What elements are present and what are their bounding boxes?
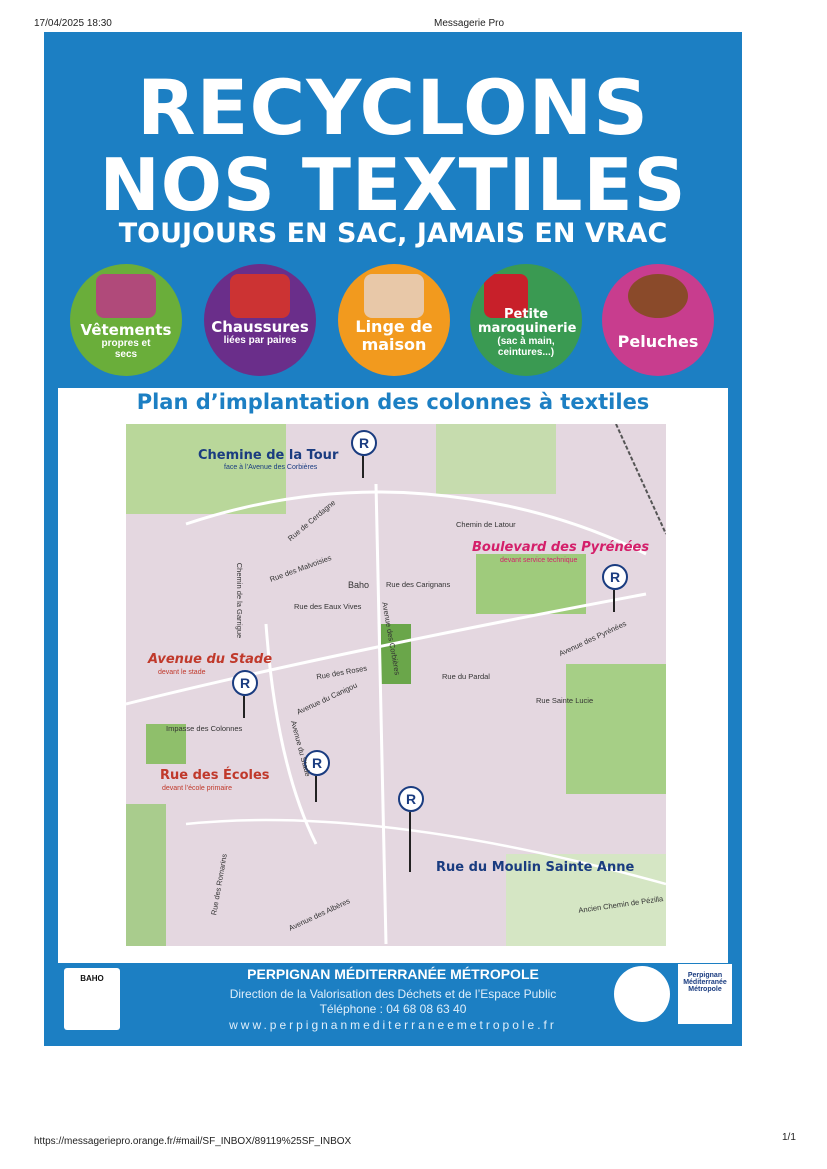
street-name: Rue du Pardal [442,672,490,681]
category-plush-toys [602,264,714,376]
category-sub: (sac à main, ceintures...) [497,336,555,358]
street-name: Baho [348,580,370,590]
category-clothes [70,264,182,376]
collection-point-pin: R [304,750,330,776]
poster-title-line1: RECYCLONS [137,63,649,152]
street-name: Rue des Roses [315,663,368,682]
collection-point-pin: R [351,430,377,456]
pin-stem [409,812,411,872]
print-page-number: 1/1 [782,1132,796,1143]
street-name: Rue des Malvoisies [268,553,333,584]
street-name: Chemin de la Garrigue [235,562,245,639]
category-leather-goods [470,264,582,376]
category-sub: liées par paires [223,335,297,346]
pin-stem [315,776,317,802]
poster-subtitle: TOUJOURS EN SAC, JAMAIS EN VRAC [118,218,668,249]
town-map [126,424,666,946]
baho-logo-text: BAHO [80,974,104,983]
department-name: Direction de la Valorisation des Déchets et de l’Espace Public [229,987,557,1001]
print-datetime: 17/04/2025 18:30 [34,18,112,29]
phone-number: Téléphone : 04 68 08 63 40 [319,1002,467,1016]
print-url: https://messageriepro.orange.fr/#mail/SF_INBOX/89119%25SF_INBOX [34,1136,352,1147]
location-detail: devant le stade [158,669,206,676]
round-logo [614,966,670,1022]
plan-title: Plan d’implantation des colonnes à textiles [136,390,650,414]
print-app-name: Messagerie Pro [434,18,505,29]
location-detail: face à l’Avenue des Corbières [224,464,318,471]
location-detail: devant service technique [500,557,578,564]
pin-stem [243,696,245,718]
location-label: Rue du Moulin Sainte Anne [436,860,635,875]
street-name: Ancien Chemin de Pézilla [577,894,664,915]
category-label: Petite maroquinerie [478,307,577,336]
pin-stem [613,590,615,612]
pin-stem [362,456,364,478]
recycling-poster [44,32,742,1046]
category-label: Peluches [617,332,699,351]
category-label: Vêtements [80,321,172,339]
clothes-icon [96,274,156,318]
website: www.perpignanmediterraneemetropole.fr [229,1018,557,1032]
street-name: Avenue des Pyrénées [557,618,628,659]
category-shoes [204,264,316,376]
street-name: Impasse des Colonnes [166,724,243,733]
category-label: Chaussures [211,318,309,336]
category-household-linen [338,264,450,376]
location-detail: devant l’école primaire [162,785,233,792]
poster-title-line2: NOS TEXTILES [99,143,687,227]
collection-point-pin: R [232,670,258,696]
street-name: Rue de Cerdagne [286,498,338,543]
collection-point-pin: R [398,786,424,812]
metropole-logo [678,964,732,1024]
category-label: Linge de maison [355,317,433,354]
street-name: Rue Sainte Lucie [536,696,594,705]
location-label: Rue des Écoles [160,768,270,783]
location-label: Chemine de la Tour [198,448,339,463]
street-name: Avenue des Albères [287,896,352,933]
street-name: Avenue des Corbières [380,601,402,676]
street-name: Rue des Romarins [209,853,229,916]
street-name: Rue des Carignans [386,580,451,589]
street-name: Avenue du Stade [288,719,313,778]
street-name: Rue des Eaux Vives [294,602,362,611]
street-name: Chemin de Latour [456,520,516,529]
linen-icon [364,274,424,318]
teddy-bear-icon [628,274,688,318]
shoes-icon [230,274,290,318]
location-label: Avenue du Stade [148,652,273,667]
street-name: Avenue du Canigou [295,680,359,717]
location-label: Boulevard des Pyrénées [472,540,650,555]
collection-point-pin: R [602,564,628,590]
metropole-logo-text: Perpignan Méditerranée Métropole [683,972,727,993]
organization-name: PERPIGNAN MÉDITERRANÉE MÉTROPOLE [247,966,539,982]
category-sub: propres et secs [101,338,151,360]
